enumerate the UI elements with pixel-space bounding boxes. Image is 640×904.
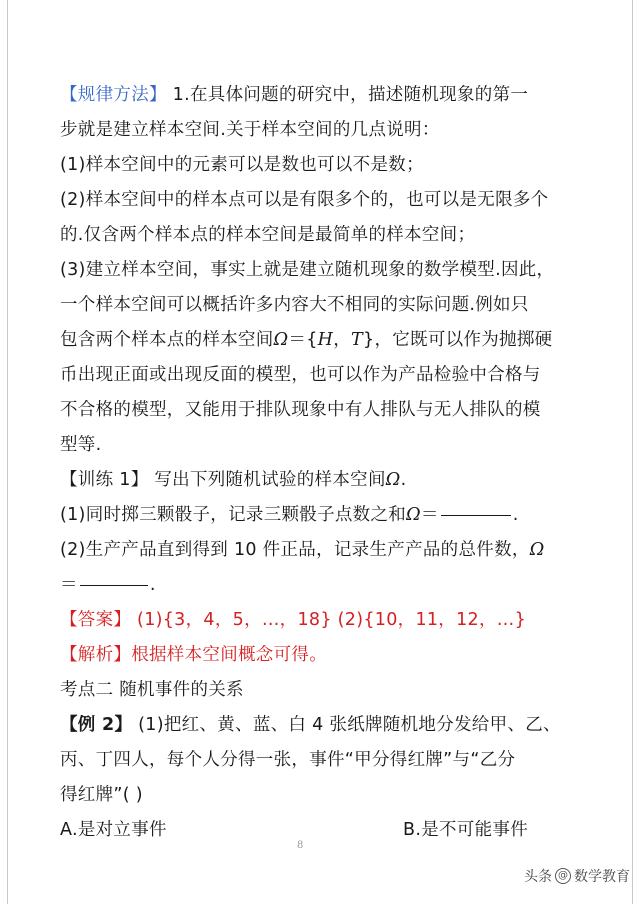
method-point-1: (1)样本空间中的元素可以是数也可以不是数； bbox=[60, 155, 424, 175]
document-body bbox=[60, 78, 600, 848]
training-question-2-cont: ＝ . bbox=[60, 575, 156, 595]
example-line-3: 得红牌”( ) bbox=[60, 785, 143, 805]
at-icon: @ bbox=[555, 868, 571, 884]
answer-blank-2 bbox=[80, 584, 148, 586]
training-question-2: (2)生产产品直到得到 10 件正品，记录生产产品的总件数，Ω bbox=[60, 540, 545, 560]
method-line-1: 【规律方法】 1.在具体问题的研究中，描述随机现象的第一 bbox=[60, 85, 529, 105]
example-line-1: 【例 2】 (1)把红、黄、蓝、白 4 张纸牌随机地分发给甲、乙、 bbox=[60, 715, 561, 735]
page-number: 8 bbox=[297, 840, 304, 851]
source-watermark: 头条 @ 数学教育 bbox=[524, 869, 630, 885]
method-line-2: 步就是建立样本空间.关于样本空间的几点说明： bbox=[60, 120, 440, 140]
answer-blank-1 bbox=[441, 514, 511, 516]
option-a: A.是对立事件 bbox=[60, 820, 167, 840]
example-tag: 【例 2】 bbox=[60, 715, 133, 735]
method-tag: 【规律方法】 bbox=[60, 85, 167, 105]
analysis-line: 【解析】根据样本空间概念可得。 bbox=[60, 645, 327, 665]
option-b: B.是不可能事件 bbox=[403, 820, 528, 840]
method-point-3a: (3)建立样本空间，事实上就是建立随机现象的数学模型.因此， bbox=[60, 260, 555, 280]
method-point-3c: 包含两个样本点的样本空间Ω＝{H，T}，它既可以作为抛掷硬 bbox=[60, 330, 553, 350]
answer-line: 【答案】 (1){3，4，5，…，18} (2){10，11，12，…} bbox=[60, 610, 527, 630]
method-point-3f: 型等. bbox=[60, 435, 102, 455]
training-question-1: (1)同时掷三颗骰子，记录三颗骰子点数之和Ω＝ . bbox=[60, 505, 519, 525]
example-line-2: 丙、丁四人，每个人分得一张，事件“甲分得红牌”与“乙分 bbox=[60, 750, 516, 770]
method-point-2a: (2)样本空间中的样本点可以是有限多个的，也可以是无限多个 bbox=[60, 190, 549, 210]
training-title: 【训练 1】 写出下列随机试验的样本空间Ω. bbox=[60, 470, 407, 490]
section-title: 考点二 随机事件的关系 bbox=[60, 680, 244, 700]
method-point-3b: 一个样本空间可以概括许多内容大不相同的实际问题.例如只 bbox=[60, 295, 529, 315]
example-options bbox=[60, 813, 528, 848]
method-point-3e: 不合格的模型，又能用于排队现象中有人排队与无人排队的模 bbox=[60, 400, 541, 420]
method-point-3d: 币出现正面或出现反面的模型，也可以作为产品检验中合格与 bbox=[60, 365, 541, 385]
method-point-2b: 的.仅含两个样本点的样本空间是最简单的样本空间； bbox=[60, 225, 476, 245]
